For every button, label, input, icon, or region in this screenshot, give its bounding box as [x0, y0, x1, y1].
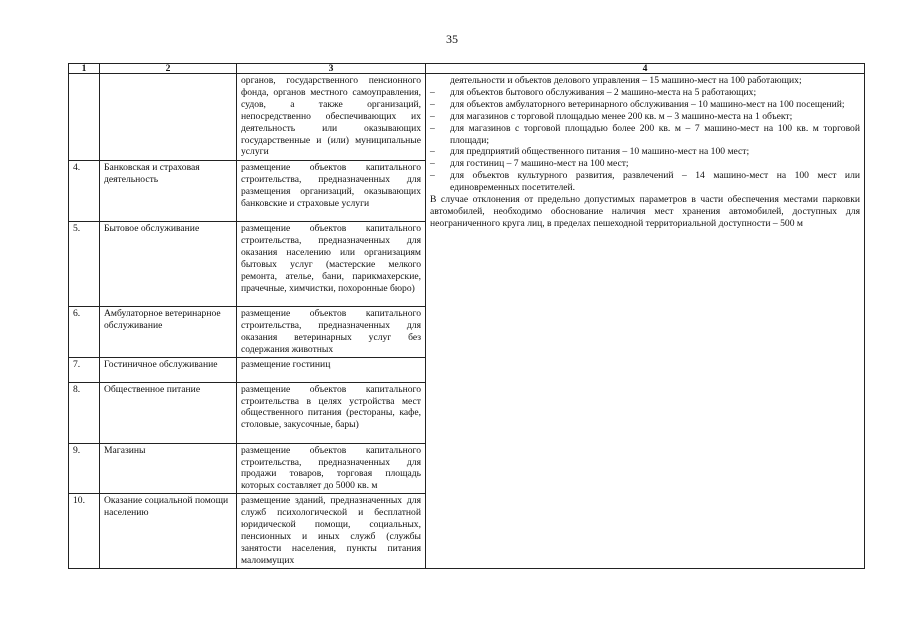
row-description: органов, государственного пенсионного фонда, органов местного самоуправления, судов, а также организаций, непосредственно обеспечивающих их деятельность или оказывающих государственные и (или) муниципальные услуги [237, 74, 426, 161]
row-number: 9. [69, 443, 100, 494]
table-row [69, 74, 865, 161]
row-use-type: Оказание социальной помощи населению [100, 494, 237, 568]
parking-item-text: для предприятий общественного питания – 10 машино-мест на 100 мест; [450, 146, 750, 158]
row-description: размещение объектов капитального строительства, предназначенных для продажи товаров, торговая площадь которых составляет до 5000 кв. м [237, 443, 426, 494]
parking-item [430, 170, 860, 194]
parking-item [430, 111, 860, 123]
dash-marker: – [430, 98, 435, 110]
row-use-type: Банковская и страховая деятельность [100, 161, 237, 222]
parking-item [430, 146, 860, 158]
row-use-type: Гостиничное обслуживание [100, 357, 237, 382]
parking-requirements-cell [426, 74, 865, 569]
dash-marker: – [430, 170, 435, 182]
row-description: размещение объектов капитального строительства, предназначенных для размещения организаций, оказывающих банковские и страховые услуги [237, 161, 426, 222]
header-col-4: 4 [426, 64, 865, 74]
parking-item [430, 158, 860, 170]
deviation-note: В случае отклонения от предельно допустимых параметров в части обеспечения местами парковки автомобилей, необходимо обоснование наличия мест хранения автомобилей, доступных для неограниченного круга лиц, в пределах пешеходной территориальной доступности – 500 м [430, 194, 860, 229]
header-col-1: 1 [69, 64, 100, 74]
row-use-type [100, 74, 237, 161]
table-header-row [69, 64, 865, 74]
row-number: 4. [69, 161, 100, 222]
parking-item-text: для объектов бытового обслуживания – 2 машино-места на 5 работающих; [450, 86, 757, 98]
row-number: 6. [69, 307, 100, 358]
dash-marker: – [430, 86, 435, 98]
dash-marker: – [430, 146, 435, 158]
row-description: размещение объектов капитального строительства, предназначенных для оказания ветеринарных услуг без содержания животных [237, 307, 426, 358]
parking-item-text: для объектов амбулаторного ветеринарного обслуживания – 10 машино-мест на 100 посещений; [450, 98, 845, 110]
parking-item-text: для магазинов с торговой площадью менее 200 кв. м – 3 машино-места на 1 объект; [450, 110, 793, 122]
dash-marker: – [430, 158, 435, 170]
parking-item-text: для гостиниц – 7 машино-мест на 100 мест; [450, 158, 629, 170]
row-use-type: Бытовое обслуживание [100, 222, 237, 307]
row-number [69, 74, 100, 161]
header-col-2: 2 [100, 64, 237, 74]
row-number: 7. [69, 357, 100, 382]
parking-lead-text: деятельности и объектов делового управления – 15 машино-мест на 100 работающих; [450, 75, 802, 86]
page-number: 35 [446, 32, 458, 46]
row-use-type: Амбулаторное ветеринарное обслуживание [100, 307, 237, 358]
dash-marker: – [430, 122, 435, 134]
row-description: размещение объектов капитального строительства, предназначенных для оказания населению или организациям бытовых услуг (мастерские мелкого ремонта, ателье, бани, парикмахерские, прачечные, химчистки, похоронные бюро) [237, 222, 426, 307]
dash-marker: – [430, 110, 435, 122]
parking-item-text: для магазинов с торговой площадью более 200 кв. м – 7 машино-мест на 100 кв. м торговой площади; [450, 122, 860, 146]
row-number: 5. [69, 222, 100, 307]
parking-item [430, 99, 860, 111]
row-use-type: Магазины [100, 443, 237, 494]
parking-item [430, 87, 860, 99]
land-use-table [68, 63, 865, 569]
row-number: 10. [69, 494, 100, 568]
row-description: размещение объектов капитального строительства в целях устройства мест общественного питания (рестораны, кафе, столовые, закусочные, бары) [237, 382, 426, 443]
parking-item [430, 123, 860, 147]
header-col-3: 3 [237, 64, 426, 74]
parking-item-text: для объектов культурного развития, развлечений – 14 машино-мест на 100 мест или единовременных посетителей. [450, 170, 860, 194]
row-description: размещение гостиниц [237, 357, 426, 382]
row-description: размещение зданий, предназначенных для служб психологической и бесплатной юридической помощи, социальных, пенсионных и иных служб (службы занятости населения, пункты питания малоимущих [237, 494, 426, 568]
row-use-type: Общественное питание [100, 382, 237, 443]
row-number: 8. [69, 382, 100, 443]
